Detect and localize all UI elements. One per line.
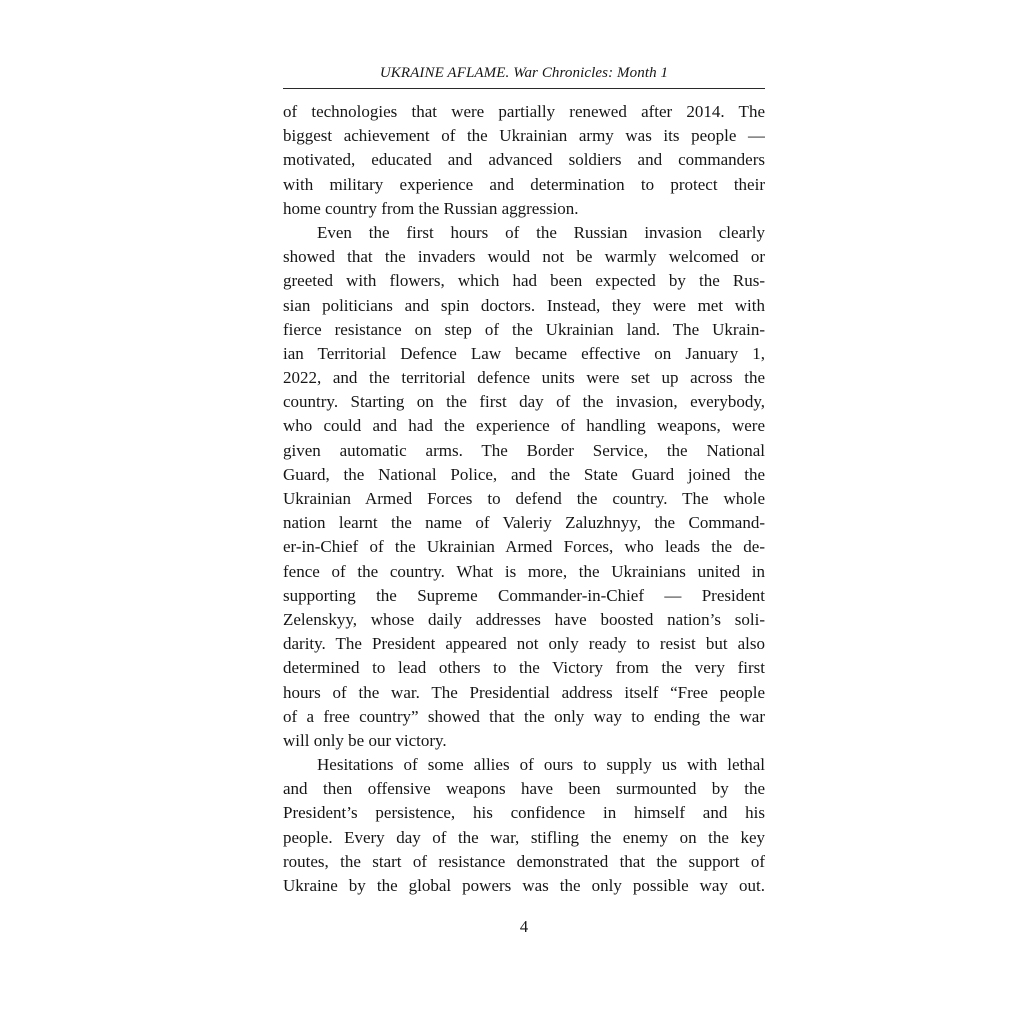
text-line: fence of the country. What is more, the Ukrainians united in [283,561,765,581]
text-line: will only be our victory. [283,730,447,750]
text-line: hours of the war. The Presidential address itself “Free people [283,682,765,702]
text-line: greeted with flowers, which had been expected by the Rus- [283,271,765,291]
text-line: of a free country” showed that the only way to ending the war [283,706,765,726]
text-line: with military experience and determination to protect their [283,174,765,194]
text-line: nation learnt the name of Valeriy Zaluzhnyy, the Command- [283,513,765,533]
page-body [283,100,765,898]
text-line: and then offensive weapons have been surmounted by the [283,779,765,799]
text-line: Zelenskyy, whose daily addresses have boosted nation’s soli- [283,609,765,629]
text-line: showed that the invaders would not be warmly welcomed or [283,247,765,267]
text-line: determined to lead others to the Victory from the very first [283,658,765,678]
text-line: Ukraine by the global powers was the only possible way out. [283,876,765,895]
text-line: home country from the Russian aggression. [283,198,579,218]
text-line: given automatic arms. The Border Service, the National [283,440,765,460]
text-line: country. Starting on the first day of the invasion, everybody, [283,392,765,412]
text-line: Even the first hours of the Russian invasion clearly [317,222,765,242]
page-number: 4 [519,917,529,936]
text-line: people. Every day of the war, stifling the enemy on the key [283,827,765,847]
text-line: sian politicians and spin doctors. Instead, they were met with [283,295,765,315]
text-line: Ukrainian Armed Forces to defend the country. The whole [283,489,765,508]
paragraph [283,221,765,753]
text-line: darity. The President appeared not only ready to resist but also [283,634,765,654]
text-line: er-in-Chief of the Ukrainian Armed Forces, who leads the de- [283,537,765,557]
text-line: President’s persistence, his confidence in himself and his [283,803,765,823]
text-line: routes, the start of resistance demonstrated that the support of [283,851,765,871]
text-line: 2022, and the territorial defence units were set up across the [283,368,765,388]
text-line: supporting the Supreme Commander-in-Chief — President [283,585,765,605]
text-line: Hesitations of some allies of ours to supply us with lethal [317,755,765,775]
paragraph [283,100,765,221]
text-line: biggest achievement of the Ukrainian army was its people — [283,126,765,146]
text-line: fierce resistance on step of the Ukrainian land. The Ukrain- [283,319,765,339]
paragraph [283,753,765,898]
text-line: Guard, the National Police, and the State Guard joined the [283,464,765,484]
text-line: who could and had the experience of handling weapons, were [283,416,765,436]
text-line: ian Territorial Defence Law became effective on January 1, [283,343,765,363]
text-line: of technologies that were partially renewed after 2014. The [283,102,765,121]
text-line: motivated, educated and advanced soldiers and commanders [283,150,765,170]
running-header: UKRAINE AFLAME. War Chronicles: Month 1 [283,64,765,89]
